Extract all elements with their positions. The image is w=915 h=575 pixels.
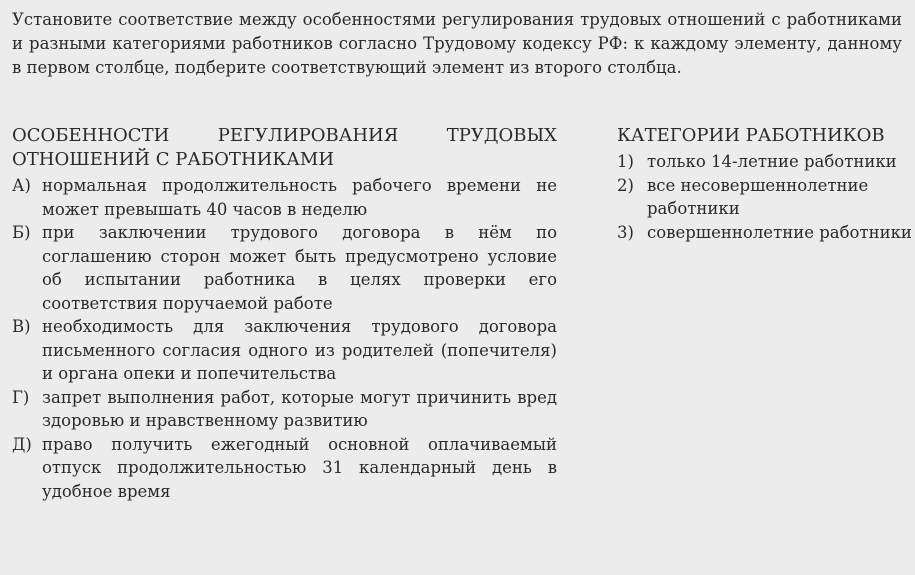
- feature-key: Д): [12, 434, 32, 454]
- categories-column: [617, 124, 912, 244]
- task-instruction: Установите соответствие между особенностями регулирования трудовых отношений с работниками и разными категориями работников согласно Трудовому кодексу РФ: к каждому элементу, данному в первом столбце, подберите соответствующий элемент из второго столбца.: [12, 10, 902, 77]
- feature-text: при заключении трудового договора в нём по соглашению сторон может быть предусмотрено условие об испытании работника в целях проверки его соответствия поручаемой работе: [42, 223, 557, 313]
- feature-item-a: [12, 174, 557, 221]
- category-item-3: [617, 221, 912, 245]
- feature-key: Г): [12, 387, 30, 407]
- feature-key: В): [12, 317, 31, 336]
- category-item-2: [617, 174, 912, 221]
- features-column-heading: ОСОБЕННОСТИ РЕГУЛИРОВАНИЯ ТРУДОВЫХ ОТНОШЕНИЙ С РАБОТНИКАМИ: [12, 125, 557, 170]
- categories-column-heading: КАТЕГОРИИ РАБОТНИКОВ: [617, 125, 885, 146]
- feature-text: запрет выполнения работ, которые могут причинить вред здоровью и нравственному развитию: [42, 387, 557, 430]
- category-item-1: [617, 150, 912, 174]
- feature-item-d: [12, 433, 557, 504]
- feature-item-b: [12, 221, 557, 315]
- feature-text: нормальная продолжительность рабочего времени не может превышать 40 часов в неделю: [42, 176, 557, 219]
- category-text: только 14-летние работники: [647, 152, 897, 171]
- category-key: 2): [617, 175, 634, 195]
- category-key: 3): [617, 222, 634, 242]
- category-text: совершеннолетние работники: [647, 222, 912, 242]
- feature-key: А): [12, 176, 31, 195]
- feature-text: необходимость для заключения трудового договора письменного согласия одного из родителей (попечителя) и органа опеки и попечительства: [42, 317, 557, 383]
- feature-text: право получить ежегодный основной оплачиваемый отпуск продолжительностью 31 календарный день в удобное время: [42, 434, 557, 501]
- feature-item-v: [12, 315, 557, 386]
- feature-item-g: [12, 386, 557, 433]
- feature-key: Б): [12, 223, 31, 242]
- category-text: все несовершеннолетние работники: [647, 175, 869, 218]
- features-column: [12, 124, 557, 503]
- category-key: 1): [617, 152, 634, 171]
